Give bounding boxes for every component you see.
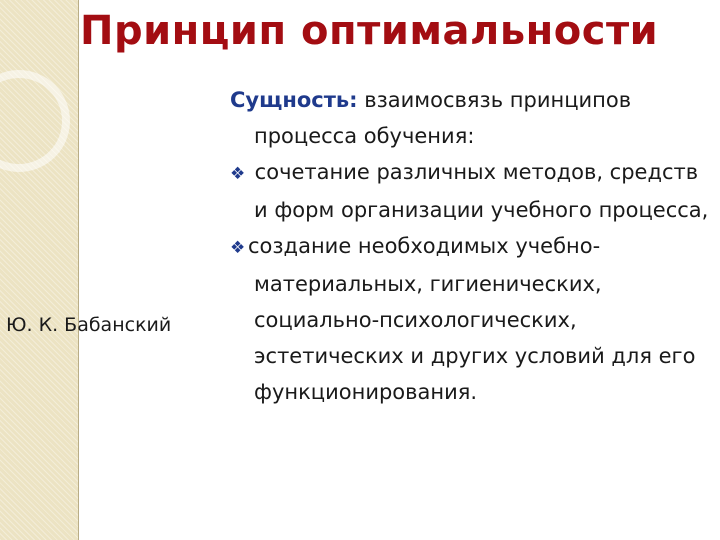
bullet-text: создание необходимых учебно-материальных, гигиенических, социально-психологических, эстетических и других условий для его функционирования.	[248, 234, 696, 404]
definition-term: Сущность:	[230, 88, 358, 112]
author-name: Ю. К. Бабанский	[6, 314, 172, 336]
diamond-bullet-icon: ❖	[230, 238, 246, 258]
bullet-text: сочетание различных методов, средств и форм организации учебного процесса,	[248, 160, 709, 222]
definition-paragraph	[230, 82, 710, 154]
bullet-item	[230, 228, 710, 410]
definition-text: взаимосвязь принципов процесса обучения:	[254, 88, 632, 148]
decorative-side-panel	[0, 0, 79, 540]
content-block	[230, 82, 710, 410]
diamond-bullet-icon: ❖	[230, 164, 246, 184]
page-title: Принцип оптимальности	[80, 8, 659, 54]
bullet-item	[230, 154, 710, 228]
circle-decoration	[0, 70, 70, 172]
